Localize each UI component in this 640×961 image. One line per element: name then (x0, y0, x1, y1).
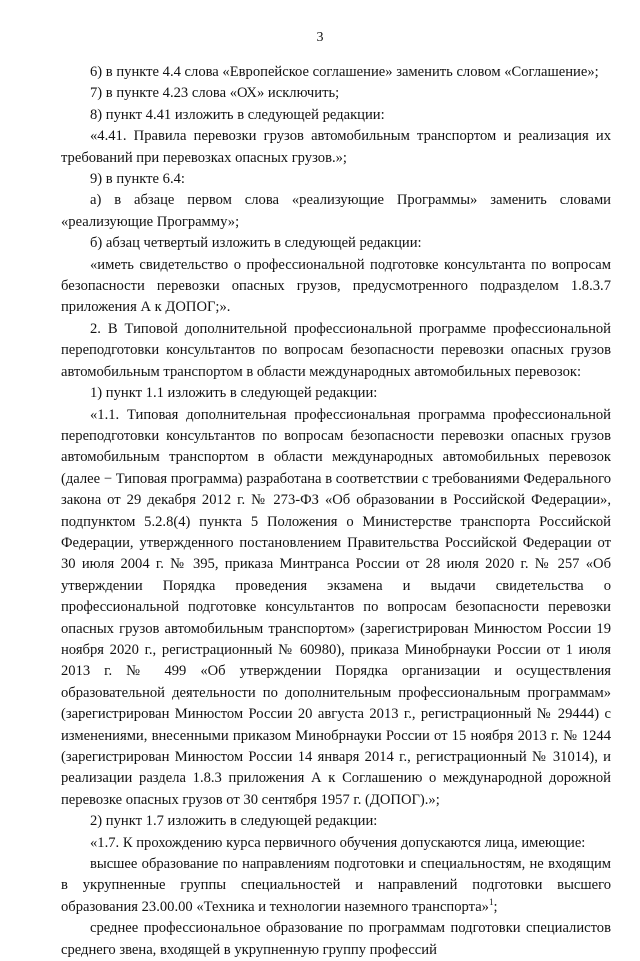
paragraph-end-mark: ; (493, 898, 498, 915)
paragraph-higher-education-text: высшее образование по направлениям подготовки и специальностям, не входящим в укрупненные группы специальностей и направлений подготовки высшего образования 23.00.00 «Техника и технологии наземного транспорта» (61, 856, 611, 915)
paragraph-subitem-a: а) в абзаце первом слова «реализующие Программы» заменить словами «реализующие Программу»; (61, 192, 611, 230)
paragraph-subitem-b: б) абзац четвертый изложить в следующей редакции: (90, 235, 422, 252)
paragraph-item-9: 9) в пункте 6.4: (90, 171, 185, 188)
paragraph-item-6: 6) в пункте 4.4 слова «Европейское соглашение» заменить словом «Соглашение»; (90, 64, 599, 80)
paragraph-quote-4-41: «4.41. Правила перевозки грузов автомобильным транспортом и реализация их требований при перевозках опасных грузов.»; (61, 128, 611, 166)
paragraph-quote-1-1: «1.1. Типовая дополнительная профессиональная программа профессиональной переподготовки консультантов по вопросам безопасности перевозки опасных грузов автомобильным транспортом в области международных автомобильных перевозок (далее − Типовая программа) разработана в соответствии с требованиями Федерального закона от 29 декабря 2012 г. № 273-ФЗ «Об образовании в Российской Федерации», подпунктом 5.2.8(4) пункта 5 Положения о Министерстве транспорта Российской Федерации, утвержденного постановлением Правительства Российской Федерации от 30 июля 2004 г. № 395, приказа Минтранса России от 28 июля 2020 г. № 257 «Об утверждении Порядка проведения экзамена и выдачи свидетельства о профессиональной подготовке консультантов по вопросам безопасности перевозки опасных грузов автомобильным транспортом» (зарегистрирован Минюстом России 19 ноября 2020 г., регистрационный № 60980), приказа Минобрнауки России от 1 июля 2013 г. № 499 «Об утверждении Порядка организации и осуществления образовательной деятельности по дополнительным профессиональным программам» (зарегистрирован Минюстом России 20 августа 2013 г., регистрационный № 29444) с изменениями, внесенными приказом Минобрнауки России от 15 ноября 2013 г. № 1244 (зарегистрирован Минюстом России 14 января 2014 г., регистрационный № 31014), и реализации раздела 1.8.3 приложения А к Соглашению о международной дорожной перевозке опасных грузов от 30 сентября 1957 г. (ДОПОГ).»; (61, 406, 611, 808)
paragraph-secondary-education: среднее профессиональное образование по программам подготовки специалистов среднего звена, входящей в укрупненную группу профессий (61, 920, 611, 958)
paragraph-item-7: 7) в пункте 4.23 слова «ОХ» исключить; (90, 85, 340, 102)
page-number: 3 (316, 30, 324, 45)
paragraph-item-1: 1) пункт 1.1 изложить в следующей редакции: (90, 385, 378, 402)
document-body (61, 62, 611, 961)
paragraph-quote-1-7: «1.7. К прохождению курса первичного обучения допускаются лица, имеющие: (90, 834, 586, 851)
paragraph-item-2: 2) пункт 1.7 изложить в следующей редакции: (90, 813, 378, 830)
paragraph-quote-certificate: «иметь свидетельство о профессиональной подготовке консультанта по вопросам безопасности перевозки опасных грузов, предусмотренного подразделом 1.8.3.7 приложения А к ДОПОГ;». (61, 256, 611, 316)
paragraph-item-8: 8) пункт 4.41 изложить в следующей редакции: (90, 106, 385, 123)
paragraph-higher-education (61, 854, 611, 918)
paragraph-section-2: 2. В Типовой дополнительной профессиональной программе профессиональной переподготовки консультантов по вопросам безопасности перевозки опасных грузов автомобильным транспортом в области международных автомобильных перевозок: (61, 320, 611, 380)
footnote-mark: 1 (488, 896, 494, 907)
